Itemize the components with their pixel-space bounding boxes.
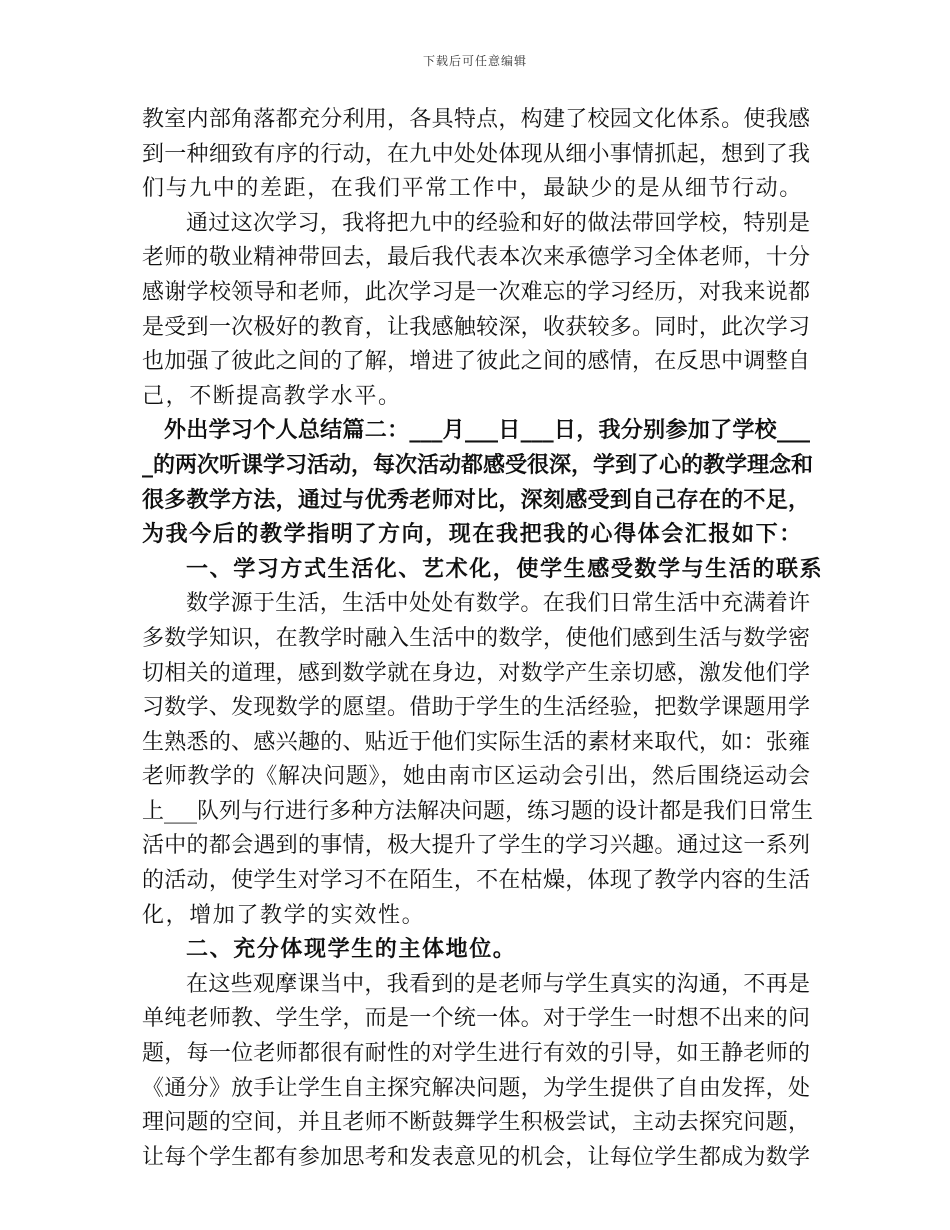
heading-line: 外出学习个人总结篇二：___月___日___日，我分别参加了学校___	[164, 418, 810, 444]
text-line: 老师的敬业精神带回去，最后我代表本次来承德学习全体老师，十分	[142, 245, 810, 271]
text-line: 通过这次学习，我将把九中的经验和好的做法带回学校，特别是	[186, 210, 810, 236]
text-line: 让每个学生都有参加思考和发表意见的机会，让每位学生都成为数学	[142, 1144, 810, 1170]
text-line: 习数学、发现数学的愿望。借助于学生的生活经验，把数学课题用学	[142, 695, 810, 721]
text-line: 活中的都会遇到的事情，极大提升了学生的学习兴趣。通过这一系列	[142, 833, 810, 859]
text-line: 们与九中的差距，在我们平常工作中，最缺少的是从细节行动。	[142, 176, 803, 202]
document-body	[142, 103, 824, 1175]
text-line: 老师教学的《解决问题》，她由南市区运动会引出，然后围绕运动会	[142, 764, 810, 790]
heading-line: 为我今后的教学指明了方向，现在我把我的心得体会汇报如下：	[142, 522, 803, 548]
text-line: 理问题的空间，并且老师不断鼓舞学生积极尝试，主动去探究问题，	[142, 1110, 810, 1136]
text-line: 上___队列与行进行多种方法解决问题，练习题的设计都是我们日常生	[142, 798, 814, 824]
text-line: 化，增加了教学的实效性。	[142, 902, 426, 928]
text-line: 《通分》放手让学生自主探究解决问题，为学生提供了自由发挥，处	[142, 1075, 810, 1101]
heading-line: 一、学习方式生活化、艺术化，使学生感受数学与生活的联系	[186, 556, 824, 582]
text-line: 数学源于生活，生活中处处有数学。在我们日常生活中充满着许	[186, 591, 810, 617]
text-line: 的活动，使学生对学习不在陌生，不在枯燥，体现了教学内容的生活	[142, 868, 810, 894]
heading-line: 二、充分体现学生的主体地位。	[186, 937, 517, 963]
text-line: 是受到一次极好的教育，让我感触较深，收获较多。同时，此次学习	[142, 314, 810, 340]
text-line: 生熟悉的、感兴趣的、贴近于他们实际生活的素材来取代，如：张雍	[142, 729, 810, 755]
text-line: 感谢学校领导和老师，此次学习是一次难忘的学习经历，对我来说都	[142, 279, 810, 305]
text-line: 题，每一位老师都很有耐性的对学生进行有效的引导，如王静老师的	[142, 1041, 810, 1067]
text-line: 也加强了彼此之间的了解，增进了彼此之间的感情，在反思中调整自	[142, 349, 810, 375]
heading-line: _的两次听课学习活动，每次活动都感受很深，学到了心的教学理念和	[142, 452, 814, 478]
heading-line: 很多教学方法，通过与优秀老师对比，深刻感受到自己存在的不足，	[142, 487, 810, 513]
text-line: 到一种细致有序的行动，在九中处处体现从细小事情抓起，想到了我	[142, 141, 810, 167]
text-line: 切相关的道理，感到数学就在身边，对数学产生亲切感，激发他们学	[142, 660, 810, 686]
text-line: 己，不断提高教学水平。	[142, 383, 402, 409]
text-line: 教室内部角落都充分利用，各具特点，构建了校园文化体系。使我感	[142, 107, 810, 132]
text-line: 多数学知识，在教学时融入生活中的数学，使他们感到生活与数学密	[142, 625, 810, 651]
text-line: 单纯老师教、学生学，而是一个统一体。对于学生一时想不出来的问	[142, 1006, 810, 1032]
page-header: 下载后可任意编辑	[422, 54, 527, 68]
text-line: 在这些观摩课当中，我看到的是老师与学生真实的沟通，不再是	[186, 971, 810, 997]
